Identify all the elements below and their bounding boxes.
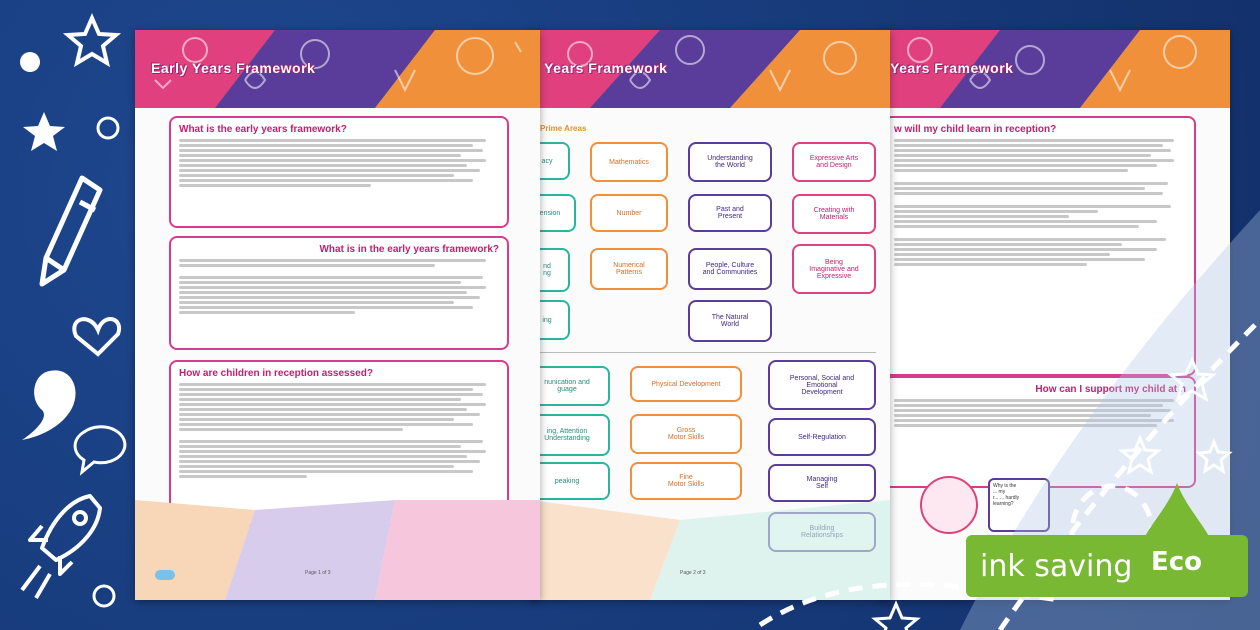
area-box-numerical-patterns: Numerical Patterns xyxy=(590,248,668,290)
area-box: ension xyxy=(530,194,576,232)
area-box: ing, Attention Understanding xyxy=(530,414,610,456)
area-box-self-regulation: Self-Regulation xyxy=(768,418,876,456)
area-box: peaking xyxy=(530,462,610,500)
area-box-understanding-world: Understanding the World xyxy=(688,142,772,182)
area-box-people-culture: People, Culture and Communities xyxy=(688,248,772,290)
page-title: Years Framework xyxy=(544,60,668,76)
section-heading: Prime Areas xyxy=(540,124,587,133)
area-box-being-imaginative: Being Imaginative and Expressive xyxy=(792,244,876,294)
page-number: Page 1 of 3 xyxy=(305,570,331,576)
area-box-mathematics: Mathematics xyxy=(590,142,668,182)
eco-label-ink-saving: ink saving xyxy=(980,548,1133,584)
area-box-gross-motor: Gross Motor Skills xyxy=(630,414,742,454)
area-box: acy xyxy=(530,142,570,180)
area-box-physical-development: Physical Development xyxy=(630,366,742,402)
area-box-past-present: Past and Present xyxy=(688,194,772,232)
area-box-number: Number xyxy=(590,194,668,232)
eco-label-eco: Eco xyxy=(1151,547,1203,577)
water-drop-icon xyxy=(1138,483,1216,595)
section-heading: w will my child learn in reception? xyxy=(894,124,1057,135)
area-box: nunication and guage xyxy=(530,366,610,406)
quote-box: Why is the ... my r... ... hardly learning? xyxy=(988,478,1050,532)
star-icon xyxy=(875,604,917,630)
area-box-expressive-arts: Expressive Arts and Design xyxy=(792,142,876,182)
area-box-natural-world: The Natural World xyxy=(688,300,772,342)
area-box: ing xyxy=(530,300,570,340)
area-box-fine-motor: Fine Motor Skills xyxy=(630,462,742,500)
page-title: Years Framework xyxy=(890,60,1014,76)
section-heading: What is the early years framework? xyxy=(179,124,347,135)
eco-badge xyxy=(966,535,1248,597)
section-heading: How are children in reception assessed? xyxy=(179,368,373,379)
area-box: nd ng xyxy=(530,248,570,292)
area-box-psed: Personal, Social and Emotional Development xyxy=(768,360,876,410)
page-number: Page 2 of 3 xyxy=(680,570,706,576)
area-box-creating-materials: Creating with Materials xyxy=(792,194,876,234)
area-box-managing-self: Managing Self xyxy=(768,464,876,502)
page-title: Early Years Framework xyxy=(151,60,316,76)
section-heading: What is in the early years framework? xyxy=(319,244,499,255)
section-heading: How can I support my child at h xyxy=(1035,384,1186,395)
